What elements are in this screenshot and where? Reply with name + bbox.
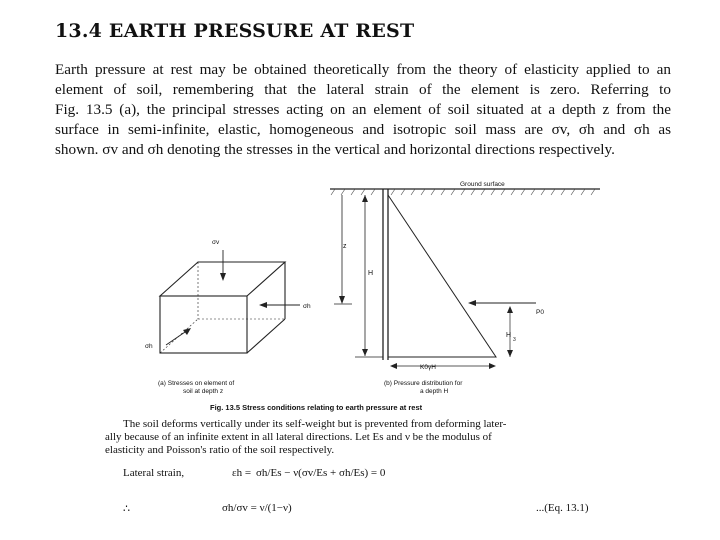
intro-line: surface in semi-infinite, elastic, homogeneous and isotropic soil mass are σv, σh and σh as: [55, 121, 671, 138]
section-heading: 13.4 EARTH PRESSURE AT REST: [55, 20, 415, 42]
z-arrow-head: [339, 296, 345, 304]
h-left-label: H: [368, 270, 374, 277]
h3-arrow-top: [507, 306, 513, 313]
pressure-triangle: [388, 195, 496, 357]
h-fraction-label: 3: [513, 337, 516, 343]
h-right-label: H: [506, 332, 512, 339]
intro-line: element of soil, remembering that the lateral strain of the element is zero. Referring to: [55, 81, 671, 98]
p0-label: P0: [536, 309, 544, 316]
intro-line: shown. σv and σh denoting the stresses in the vertical and horizontal directions respectively.: [55, 141, 615, 158]
caption-b-line1: (b) Pressure distribution for: [384, 380, 463, 387]
sigma-h-right-arrow-head: [259, 302, 267, 308]
z-label: z: [343, 243, 347, 250]
body-line: The soil deforms vertically under its self-weight but is prevented from deforming later-: [123, 418, 507, 430]
therefore-symbol: ∴: [123, 503, 130, 515]
p0-arrow-head: [468, 300, 476, 306]
figure-caption: Fig. 13.5 Stress conditions relating to earth pressure at rest: [210, 403, 423, 412]
caption-a-line2: soil at depth z: [183, 388, 224, 395]
base-arrow-left: [390, 363, 397, 369]
intro-line: Earth pressure at rest may be obtained theoretically from the theory of elasticity applied to an: [55, 61, 671, 78]
equation-number: ...(Eq. 13.1): [536, 502, 589, 514]
base-arrow-right: [489, 363, 496, 369]
sigma-h-right-label: σh: [303, 303, 311, 310]
caption-b-line2: a depth H: [420, 388, 449, 395]
equation-partial: σh/σv = ν/(1−ν): [222, 502, 292, 514]
caption-a-line1: (a) Stresses on element of: [158, 380, 235, 387]
base-pressure-label: K0γH: [420, 364, 436, 371]
sigma-v-arrow-head: [220, 273, 226, 281]
equation-expression: σh/Es − ν(σv/Es + σh/Es) = 0: [256, 467, 386, 479]
intro-line: Fig. 13.5 (a), the principal stresses acting on an element of soil situated at a depth z from the: [55, 101, 671, 118]
body-paragraph: [105, 418, 605, 457]
h3-arrow-bottom: [507, 350, 513, 357]
h-arrow-top: [362, 195, 368, 202]
body-line: ally because of an infinite extent in all lateral directions. Let Es and ν be the modulus of: [105, 431, 492, 443]
equation-label: Lateral strain,: [123, 467, 185, 479]
equation-lhs: εh =: [232, 467, 252, 479]
h-arrow-bottom: [362, 349, 368, 356]
ground-hatch: [331, 189, 595, 195]
sigma-v-label: σv: [212, 239, 220, 246]
ground-surface-label: Ground surface: [460, 181, 505, 188]
body-line: elasticity and Poisson's ratio of the soil respectively.: [105, 444, 335, 456]
sigma-h-left-arrow-line: [166, 330, 188, 345]
sigma-h-left-label: σh: [145, 343, 153, 350]
